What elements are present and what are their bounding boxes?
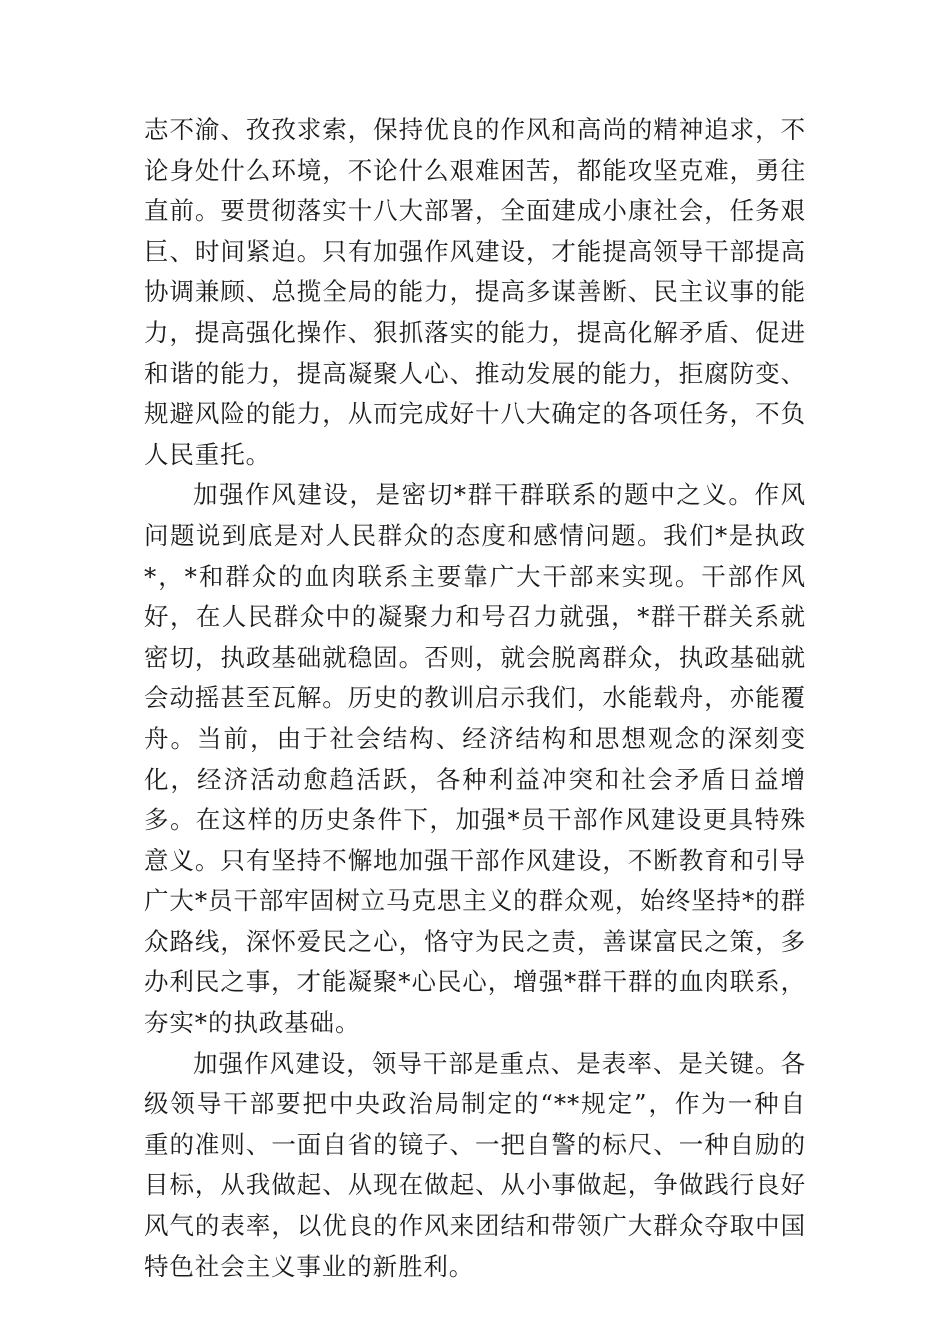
paragraph-mass-relations: 加强作风建设，是密切*群干群联系的题中之义。作风问题说到底是对人民群众的态度和感情问题。我们*是执政*，*和群众的血肉联系主要靠广大干部来实现。干部作风好，在人民群众中的凝聚力和号召力就强，*群干群关系就密切，执政基础就稳固。否则，就会脱离群众，执政基础就会动摇甚至瓦解。历史的教训启示我们，水能载舟，亦能覆舟。当前，由于社会结构、经济结构和思想观念的深刻变化，经济活动愈趋活跃，各种利益冲突和社会矛盾日益增多。在这样的历史条件下，加强*员干部作风建设更具特殊意义。只有坚持不懈地加强干部作风建设，不断教育和引导广大*员干部牢固树立马克思主义的群众观，始终坚持*的群众路线，深怀爱民之心，恪守为民之责，善谋富民之策，多办利民之事，才能凝聚*心民心，增强*群干群的血肉联系，夯实*的执政基础。 [144,480,806,1038]
paragraph-continuation: 志不渝、孜孜求索，保持优良的作风和高尚的精神追求，不论身处什么环境，不论什么艰难困苦，都能攻坚克难，勇往直前。要贯彻落实十八大部署，全面建成小康社会，任务艰巨、时间紧迫。只有加强作风建设，才能提高领导干部提高协调兼顾、总揽全局的能力，提高多谋善断、民主议事的能力，提高强化操作、狠抓落实的能力，提高化解矛盾、促进和谐的能力，提高凝聚人心、推动发展的能力，拒腐防变、规避风险的能力，从而完成好十八大确定的各项任务，不负人民重托。 [144,115,806,469]
paragraph-leading-cadres: 加强作风建设，领导干部是重点、是表率、是关键。各级领导干部要把中央政治局制定的“**规定”，作为一种自重的准则、一面自省的镜子、一把自警的标尺、一种自励的目标，从我做起、从现在做起、从小事做起，争做践行良好风气的表率，以优良的作风来团结和带领广大群众夺取中国特色社会主义事业的新胜利。 [144,1048,806,1281]
document-body [144,110,806,1287]
